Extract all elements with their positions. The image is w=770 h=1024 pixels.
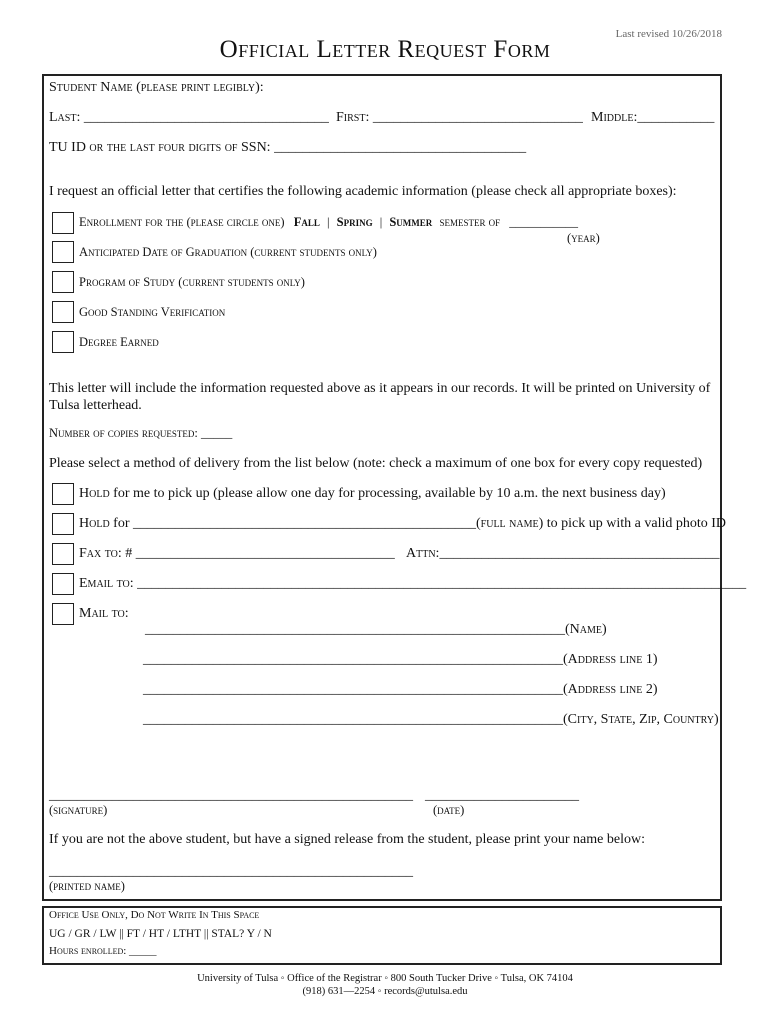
last-name-field[interactable]: Last: ___________________________________ xyxy=(49,110,329,125)
graduation-date-checkbox[interactable] xyxy=(52,241,74,263)
signature-label: (signature) xyxy=(49,803,108,817)
fall-option[interactable]: Fall xyxy=(293,215,320,229)
email-field[interactable]: Email to: _______________________________________________________________________________________ xyxy=(79,576,747,591)
enrollment-label xyxy=(79,215,578,230)
hold-pickup-label xyxy=(79,486,666,502)
hold-pickup-text: for me to pick up (please allow one day for processing, available by 10 a.m. the next business day) xyxy=(113,486,666,501)
separator: | xyxy=(327,215,330,229)
hold-pickup-lead: Hold xyxy=(79,486,110,501)
fax-checkbox[interactable] xyxy=(52,543,74,565)
printed-name-label: (printed name) xyxy=(49,879,125,893)
email-checkbox[interactable] xyxy=(52,573,74,595)
hold-for-label xyxy=(79,516,726,532)
footer xyxy=(0,972,770,998)
hold-for-tail: to pick up with a valid photo ID xyxy=(546,516,727,531)
middle-name-field[interactable]: Middle:___________ xyxy=(591,110,715,125)
hold-for-name-field[interactable]: for _________________________________________________ xyxy=(113,516,476,531)
delivery-intro: Please select a method of delivery from the list below (note: check a maximum of one box for every copy requested) xyxy=(49,456,703,471)
year-field[interactable]: ___________ xyxy=(509,215,578,229)
fax-number-field[interactable]: Fax to: # _____________________________________ xyxy=(79,546,395,561)
footer-address: University of Tulsa ◦ Office of the Registrar ◦ 800 South Tucker Drive ◦ Tulsa, OK 74104 xyxy=(197,973,573,984)
office-use-heading: Office Use Only, Do Not Write In This Space xyxy=(49,909,260,921)
hold-pickup-checkbox[interactable] xyxy=(52,483,74,505)
signature-line[interactable]: ____________________________________________________ xyxy=(49,788,413,803)
separator: | xyxy=(379,215,383,229)
semester-of-text: semester of xyxy=(439,215,501,229)
hours-enrolled: Hours enrolled: _____ xyxy=(49,945,157,957)
degree-earned-label: Degree Earned xyxy=(79,335,159,349)
student-name-heading: Student Name (please print legibly): xyxy=(49,80,264,95)
hold-for-lead: Hold xyxy=(79,516,110,531)
tu-id-field[interactable]: TU ID or the last four digits of SSN: ____________________________________ xyxy=(49,140,527,155)
mail-address-line-1[interactable]: ____________________________________________________________(Address line 1) xyxy=(143,652,658,667)
first-name-field[interactable]: First: ______________________________ xyxy=(336,110,583,125)
request-intro: I request an official letter that certifies the following academic information (please check all appropriate boxes): xyxy=(49,184,677,199)
good-standing-label: Good Standing Verification xyxy=(79,305,226,319)
mail-address-line-2[interactable]: ____________________________________________________________(Address line 2) xyxy=(143,682,658,697)
good-standing-checkbox[interactable] xyxy=(52,301,74,323)
full-name-label: (full name) xyxy=(476,516,544,531)
letterhead-note: This letter will include the information requested above as it appears in our records. It will be printed on University of Tulsa letterhead. xyxy=(49,381,711,413)
footer-contact: (918) 631—2254 ◦ records@utulsa.edu xyxy=(302,986,468,997)
program-of-study-label: Program of Study (current students only) xyxy=(79,275,305,289)
mail-label: Mail to: xyxy=(79,606,129,621)
office-codes: UG / GR / LW || FT / HT / LTHT || STAL? Y / N xyxy=(49,928,272,940)
page-title: Official Letter Request Form xyxy=(219,36,551,63)
summer-option[interactable]: Summer xyxy=(389,215,433,229)
enrollment-prefix: Enrollment for the (please circle one) xyxy=(79,215,285,229)
release-note: If you are not the above student, but have a signed release from the student, please print your name below: xyxy=(49,832,645,847)
spring-option[interactable]: Spring xyxy=(336,215,373,229)
date-line[interactable]: ______________________ xyxy=(425,788,579,803)
enrollment-checkbox[interactable] xyxy=(52,212,74,234)
hold-for-checkbox[interactable] xyxy=(52,513,74,535)
graduation-date-label: Anticipated Date of Graduation (current students only) xyxy=(79,245,377,259)
mail-city-state-field[interactable]: ____________________________________________________________(City, State, Zip, Country) xyxy=(143,712,719,727)
mail-checkbox[interactable] xyxy=(52,603,74,625)
year-label: (year) xyxy=(567,231,600,245)
printed-name-line[interactable]: ____________________________________________________ xyxy=(49,864,413,879)
fax-attn-field[interactable]: Attn:________________________________________ xyxy=(406,546,720,561)
mail-name-field[interactable]: ____________________________________________________________(Name) xyxy=(145,622,607,637)
program-of-study-checkbox[interactable] xyxy=(52,271,74,293)
date-label: (date) xyxy=(433,803,465,817)
last-revised: Last revised 10/26/2018 xyxy=(615,28,722,40)
degree-earned-checkbox[interactable] xyxy=(52,331,74,353)
copies-field[interactable]: Number of copies requested: _____ xyxy=(49,426,233,440)
